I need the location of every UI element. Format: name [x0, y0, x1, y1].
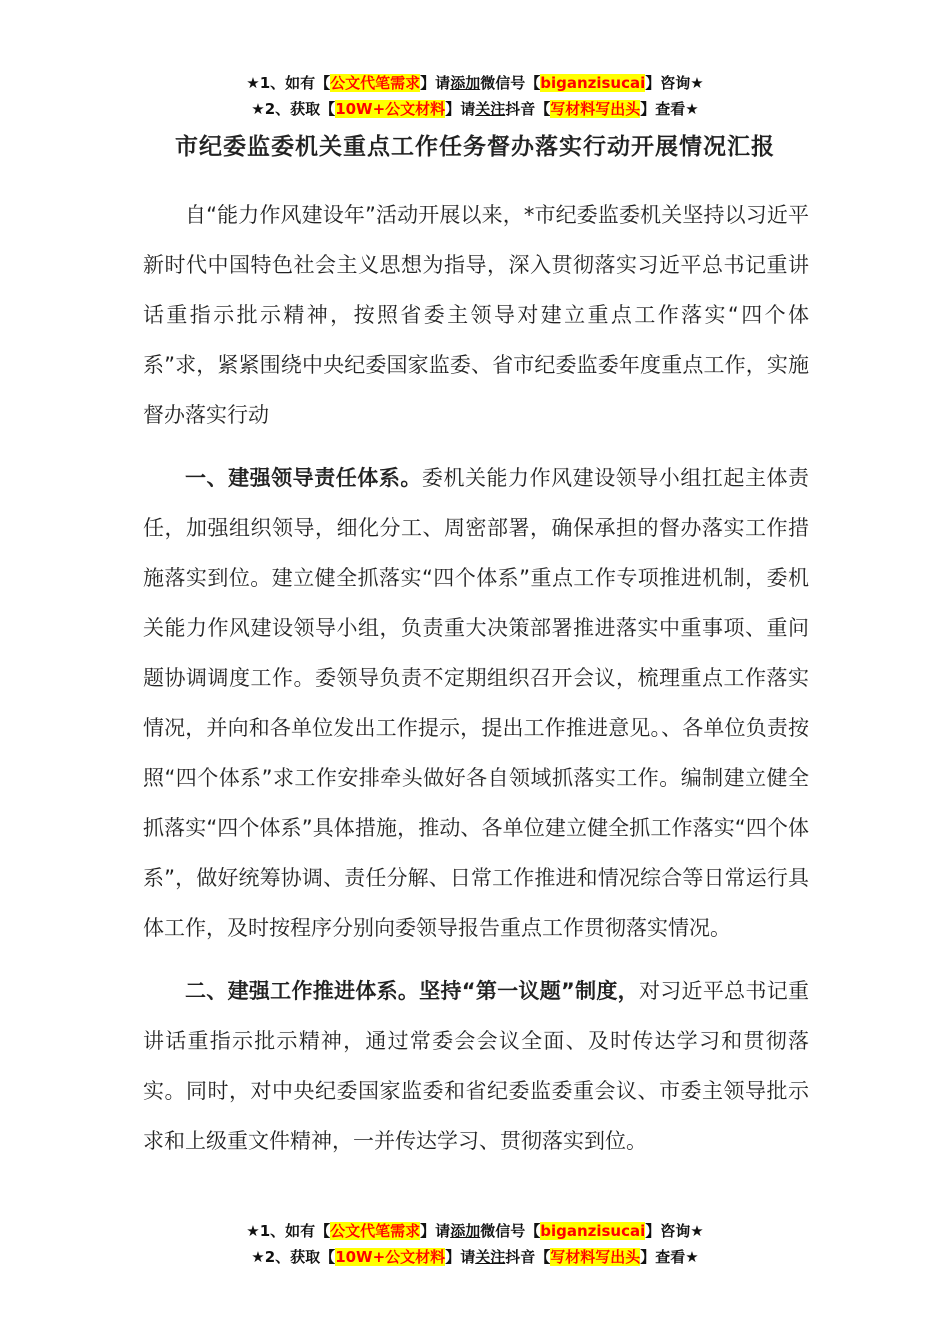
section-1-paragraph — [143, 453, 809, 953]
underlined-text: 添加 — [450, 74, 481, 92]
intro-paragraph: 自“能力作风建设年”活动开展以来，*市纪委监委机关坚持以习近平新时代中国特色社会主义思想为指导，深入贯彻落实习近平总书记重讲话重指示批示精神，按照省委主领导对建立重点工作落实“四个体系”求，紧紧围绕中央纪委国家监委、省市纪委监委年度重点工作，实施督办落实行动 — [143, 203, 809, 427]
section-2-text: 对习近平总书记重讲话重指示批示精神，通过常委会会议全面、及时传达学习和贯彻落实。同时，对中央纪委国家监委和省纪委监委重会议、市委主领导批示求和上级重文件精神，一并传达学习、贯彻落实到位。 — [143, 979, 809, 1153]
promo-banner-bottom — [0, 1218, 950, 1270]
underlined-text: 关注 — [475, 1248, 506, 1266]
promo-line-1: ★1、如有【公文代笔需求】请添加微信号【biganzisucai】咨询★ — [246, 1222, 704, 1240]
section-2-paragraph — [143, 966, 809, 1166]
section-2-heading: 二、建强工作推进体系。坚持“第一议题”制度， — [185, 979, 639, 1003]
wechat-id: biganzisucai — [540, 1222, 646, 1240]
douyin-id: 写材料写出头 — [550, 1248, 641, 1266]
underlined-text: 关注 — [475, 100, 506, 118]
underlined-text: 添加 — [450, 1222, 481, 1240]
highlight-text: 10W+公文材料 — [335, 1248, 446, 1266]
highlight-text: 10W+公文材料 — [335, 100, 446, 118]
promo-line-2: ★2、获取【10W+公文材料】请关注抖音【写材料写出头】查看★ — [251, 1248, 699, 1266]
section-1-heading: 一、建强领导责任体系。 — [185, 466, 422, 490]
highlight-text: 公文代笔需求 — [330, 74, 421, 92]
promo-line-1: ★1、如有【公文代笔需求】请添加微信号【biganzisucai】咨询★ — [246, 74, 704, 92]
promo-line-2: ★2、获取【10W+公文材料】请关注抖音【写材料写出头】查看★ — [251, 100, 699, 118]
promo-banner-top — [0, 70, 950, 122]
document-body — [143, 190, 809, 1166]
wechat-id: biganzisucai — [540, 74, 646, 92]
document-title: 市纪委监委机关重点工作任务督办落实行动开展情况汇报 — [175, 134, 775, 160]
highlight-text: 公文代笔需求 — [330, 1222, 421, 1240]
section-1-text: 委机关能力作风建设领导小组扛起主体责任，加强组织领导，细化分工、周密部署，确保承担的督办落实工作措施落实到位。建立健全抓落实“四个体系”重点工作专项推进机制，委机关能力作风建设领导小组，负责重大决策部署推进落实中重事项、重问题协调调度工作。委领导负责不定期组织召开会议，梳理重点工作落实情况，并向和各单位发出工作提示，提出工作推进意见。、各单位负责按照“四个体系”求工作安排牵头做好各自领域抓落实工作。编制建立健全抓落实“四个体系”具体措施，推动、各单位建立健全抓工作落实“四个体系”，做好统筹协调、责任分解、日常工作推进和情况综合等日常运行具体工作，及时按程序分别向委领导报告重点工作贯彻落实情况。 — [143, 466, 810, 940]
douyin-id: 写材料写出头 — [550, 100, 641, 118]
